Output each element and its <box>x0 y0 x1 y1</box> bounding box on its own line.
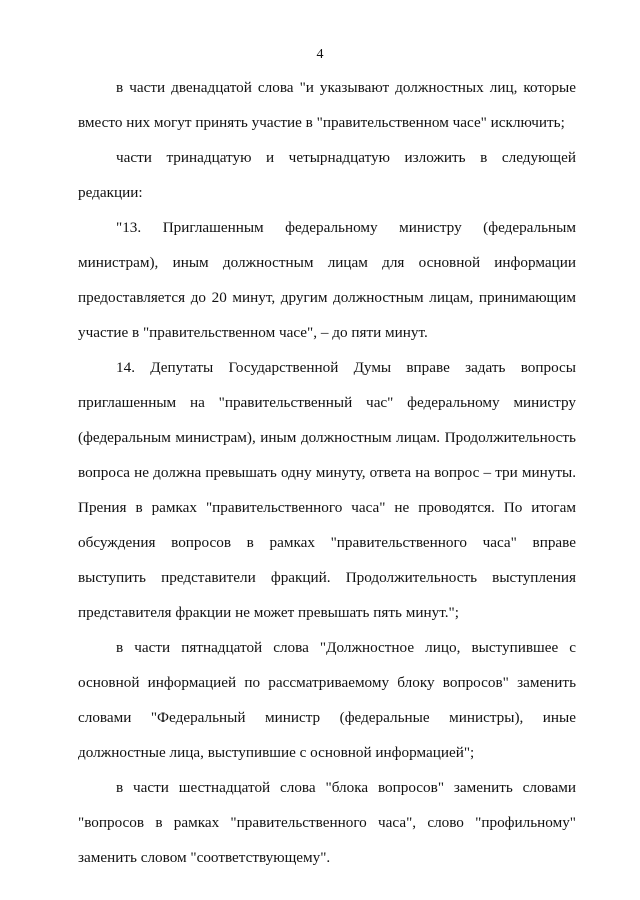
paragraph: 14. Депутаты Государственной Думы вправе задать вопросы приглашенным на "правительственный час" федеральному министру (федеральным министрам), иным должностным лицам. Продолжительность вопроса не должна превышать одну минуту, ответа на вопрос – три минуты. Прения в рамках "правительственного часа" не проводятся. По итогам обсуждения вопросов в рамках "правительственного часа" вправе выступить представители фракций. Продолжительность выступления представителя фракции не может превышать пять минут."; <box>78 359 576 621</box>
paragraph: "13. Приглашенным федеральному министру (федеральным министрам), иным должностным лицам для основной информации предоставляется до 20 минут, другим должностным лицам, принимающим участие в "правительственном часе", – до пяти минут. <box>78 219 576 341</box>
paragraph: в части пятнадцатой слова "Должностное лицо, выступившее с основной информацией по рассматриваемому блоку вопросов" заменить словами "Федеральный министр (федеральные министры), иные должностные лица, выступившие с основной информацией"; <box>78 639 576 761</box>
paragraph: в части шестнадцатой слова "блока вопросов" заменить словами "вопросов в рамках "правительственного часа", слово "профильному" заменить словом "соответствующему". <box>78 779 576 866</box>
paragraph: части тринадцатую и четырнадцатую изложить в следующей редакции: <box>78 149 576 201</box>
document-body <box>78 70 576 875</box>
paragraph: в части двенадцатой слова "и указывают должностных лиц, которые вместо них могут принять участие в "правительственном часе" исключить; <box>78 79 576 131</box>
page-number: 4 <box>316 47 324 62</box>
